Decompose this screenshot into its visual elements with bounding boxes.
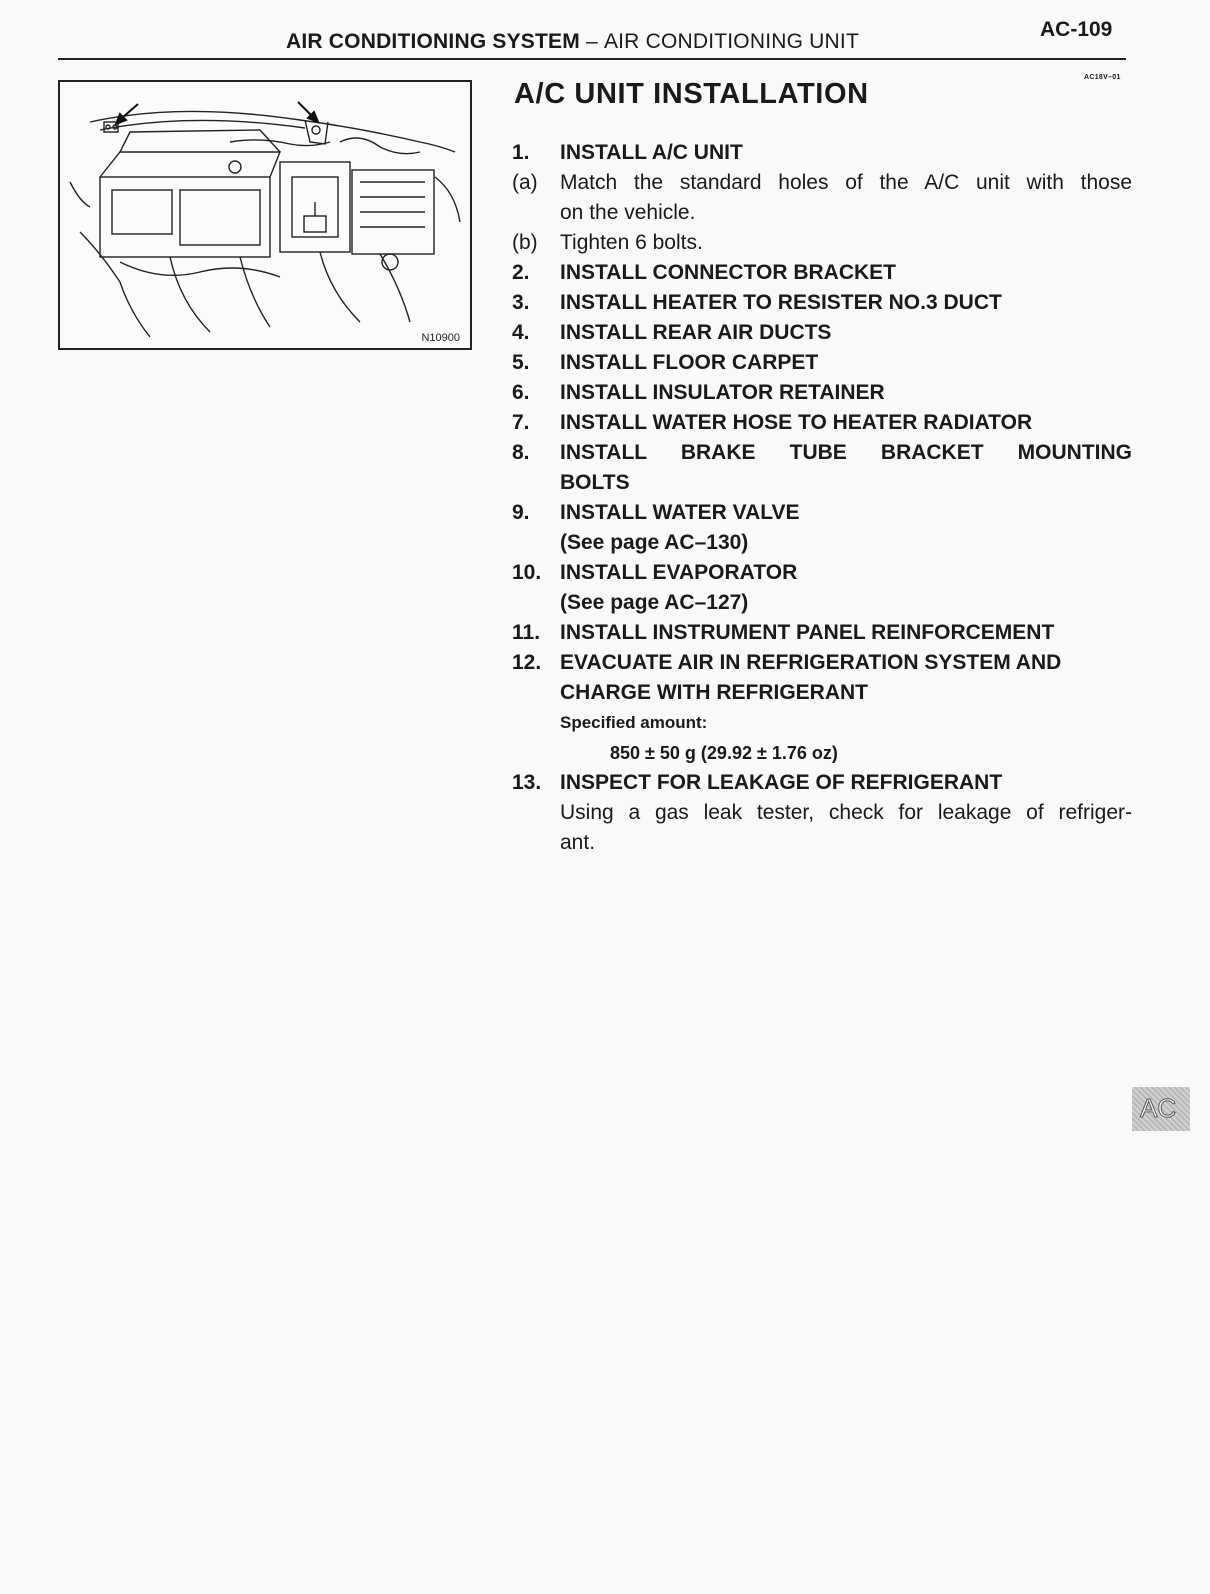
step-text: INSTALL FLOOR CARPET bbox=[560, 351, 819, 374]
spec-label: Specified amount: bbox=[560, 713, 708, 732]
step-text: INSTALL A/C UNIT bbox=[560, 141, 743, 164]
spec-value: 850 ± 50 g (29.92 ± 1.76 oz) bbox=[610, 743, 838, 763]
step-13 bbox=[512, 768, 1132, 858]
header-system: AIR CONDITIONING SYSTEM bbox=[286, 30, 580, 53]
step-number: 12. bbox=[512, 651, 542, 674]
substep-label: (b) bbox=[512, 231, 538, 254]
ac-unit-drawing bbox=[60, 82, 470, 348]
substep-text-cont: on the vehicle. bbox=[560, 201, 696, 224]
step-text: INSTALL REAR AIR DUCTS bbox=[560, 321, 832, 344]
substep-b bbox=[512, 228, 1132, 258]
step-number: 7. bbox=[512, 411, 530, 434]
step-note-cont: ant. bbox=[560, 831, 596, 854]
step-text: INSTALL HEATER TO RESISTER NO.3 DUCT bbox=[560, 291, 1002, 314]
step-5 bbox=[512, 348, 1132, 378]
step-text: INSTALL CONNECTOR BRACKET bbox=[560, 261, 896, 284]
substep-text: Tighten 6 bolts. bbox=[560, 231, 703, 254]
step-6 bbox=[512, 378, 1132, 408]
step-text-cont: BOLTS bbox=[560, 471, 630, 494]
section-tab bbox=[1132, 1087, 1190, 1131]
step-text: INSTALL WATER VALVE bbox=[560, 501, 800, 524]
header-divider bbox=[58, 58, 1126, 60]
substep-label: (a) bbox=[512, 171, 538, 194]
step-2 bbox=[512, 258, 1132, 288]
step-number: 6. bbox=[512, 381, 530, 404]
step-3 bbox=[512, 288, 1132, 318]
section-title: A/C UNIT INSTALLATION bbox=[514, 78, 869, 110]
page-reference: (See page AC–127) bbox=[560, 591, 749, 614]
substep-a bbox=[512, 168, 1132, 228]
step-number: 8. bbox=[512, 441, 530, 464]
step-text: INSTALL BRAKE TUBE BRACKET MOUNTING bbox=[560, 441, 1132, 464]
figure-label: N10900 bbox=[421, 332, 460, 344]
document-code: AC18V–01 bbox=[1084, 74, 1121, 81]
step-11 bbox=[512, 618, 1132, 648]
step-9 bbox=[512, 498, 1132, 558]
step-4 bbox=[512, 318, 1132, 348]
page-number: AC-109 bbox=[1040, 18, 1113, 41]
step-text: INSTALL INSULATOR RETAINER bbox=[560, 381, 885, 404]
header-separator: – bbox=[586, 30, 598, 53]
step-text-cont: CHARGE WITH REFRIGERANT bbox=[560, 681, 868, 704]
step-text: EVACUATE AIR IN REFRIGERATION SYSTEM AND bbox=[560, 651, 1062, 674]
step-number: 9. bbox=[512, 501, 530, 524]
step-number: 11. bbox=[512, 621, 541, 644]
step-number: 3. bbox=[512, 291, 530, 314]
step-text: INSTALL EVAPORATOR bbox=[560, 561, 798, 584]
step-text: INSPECT FOR LEAKAGE OF REFRIGERANT bbox=[560, 771, 1003, 794]
step-7 bbox=[512, 408, 1132, 438]
ac-unit-illustration bbox=[58, 80, 472, 350]
step-number: 2. bbox=[512, 261, 530, 284]
page-reference: (See page AC–130) bbox=[560, 531, 749, 554]
step-number: 4. bbox=[512, 321, 530, 344]
step-text: INSTALL INSTRUMENT PANEL REINFORCEMENT bbox=[560, 621, 1055, 644]
procedure-steps bbox=[512, 138, 1132, 858]
step-1 bbox=[512, 138, 1132, 168]
step-number: 1. bbox=[512, 141, 530, 164]
step-text: INSTALL WATER HOSE TO HEATER RADIATOR bbox=[560, 411, 1033, 434]
section-tab-label: AC bbox=[1140, 1093, 1177, 1123]
step-12 bbox=[512, 648, 1132, 768]
step-number: 5. bbox=[512, 351, 530, 374]
step-8 bbox=[512, 438, 1132, 498]
running-header bbox=[286, 30, 859, 54]
step-number: 10. bbox=[512, 561, 542, 584]
step-number: 13. bbox=[512, 771, 542, 794]
step-note: Using a gas leak tester, check for leakage of refriger- bbox=[560, 801, 1132, 824]
step-10 bbox=[512, 558, 1132, 618]
substep-text: Match the standard holes of the A/C unit with those bbox=[560, 171, 1132, 194]
header-unit: AIR CONDITIONING UNIT bbox=[603, 30, 859, 53]
